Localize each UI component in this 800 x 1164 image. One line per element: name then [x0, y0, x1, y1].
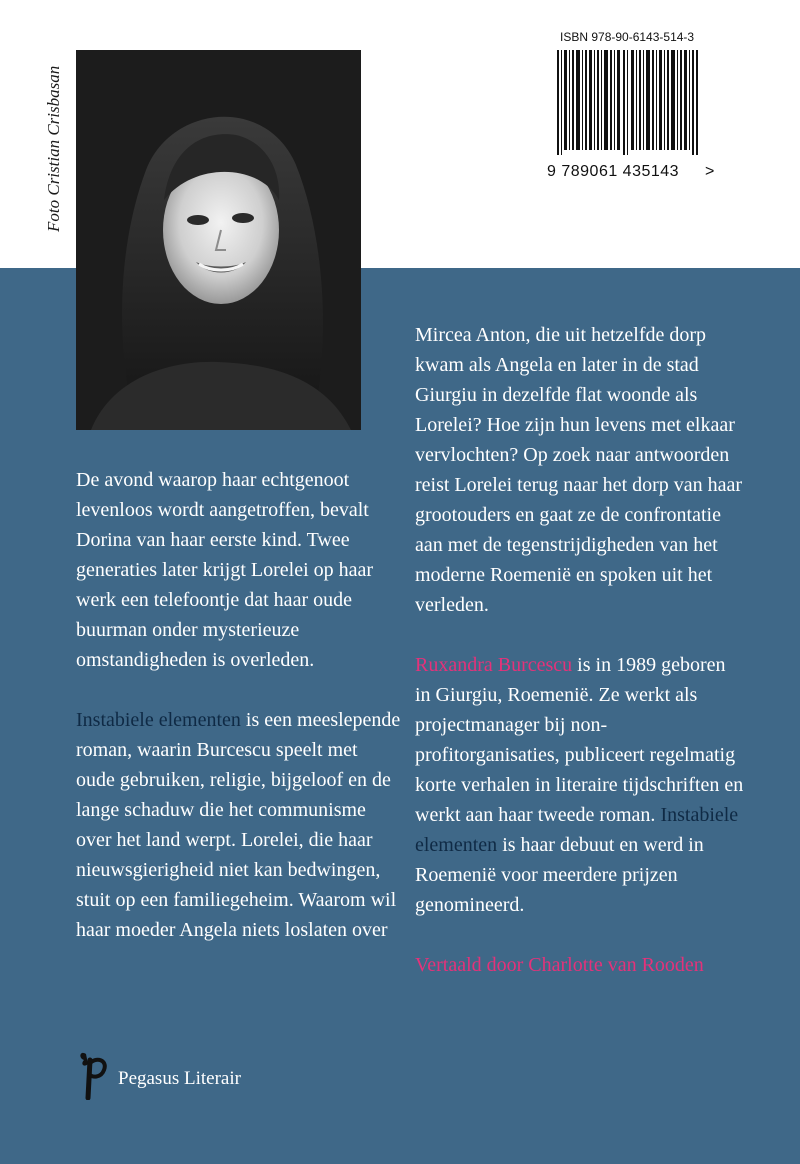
author-bio	[415, 650, 745, 920]
book-title-reference-2: Instabiele elementen	[415, 804, 739, 856]
book-title-reference: Instabiele elementen	[76, 709, 241, 731]
author-photo	[76, 50, 361, 430]
blurb-right-column	[415, 320, 745, 980]
blurb-paragraph-1: De avond waarop haar echtgenoot levenloos wordt aangetroffen, bevalt Dorina van haar eerste kind. Twee generaties later krijgt Lorelei op haar werk een telefoontje dat haar oude buurman onder mysterieuze omstandigheden is overleden.	[76, 469, 374, 671]
barcode-arrow: >	[705, 163, 715, 180]
isbn-label: ISBN 978-90-6143-514-3	[560, 30, 695, 44]
blurb-paragraph-2	[76, 705, 401, 945]
publisher-name: Pegasus Literair	[118, 1068, 241, 1089]
barcode-icon	[557, 50, 699, 155]
blurb-paragraph-2-text: is een meeslepende roman, waarin Burcescu speelt met oude gebruiken, religie, bijgeloof en de lange schaduw die het communisme over het land werpt. Lorelei, die haar nieuwsgierigheid niet kan bedwingen, stuit op een familiegeheim. Waarom wil haar moeder Angela niets loslaten over	[76, 709, 401, 941]
author-portrait-illustration	[76, 50, 361, 430]
blurb-left-column	[76, 465, 401, 945]
photo-credit: Foto Cristian Crisbasan	[44, 65, 63, 232]
author-bio-text-2: is haar debuut en werd in Roemenië voor meerdere prijzen genomineerd.	[415, 834, 704, 916]
blurb-paragraph-3: Mircea Anton, die uit hetzelfde dorp kwam als Angela en later in de stad Giurgiu in dezelfde flat woonde als Lorelei? Hoe zijn hun levens met elkaar vervlochten? Op zoek naar antwoorden reist Lorelei terug naar het dorp van haar grootouders en gaat ze de confrontatie aan met de tegenstrijdigheden van het moderne Roemenië en spoken uit het verleden.	[415, 324, 743, 616]
barcode-digits: 9 789061 435143	[547, 163, 680, 180]
translator-credit: Vertaald door Charlotte van Rooden	[415, 954, 704, 976]
publisher-block	[76, 1046, 316, 1102]
pegasus-logo-icon	[76, 1046, 108, 1100]
author-bio-text-1: is in 1989 geboren in Giurgiu, Roemenië. Ze werkt als projectmanager bij non-profitorganisaties, publiceert regelmatig korte verhalen in literaire tijdschriften en werkt aan haar tweede roman.	[415, 654, 744, 826]
author-name: Ruxandra Burcescu	[415, 654, 573, 676]
